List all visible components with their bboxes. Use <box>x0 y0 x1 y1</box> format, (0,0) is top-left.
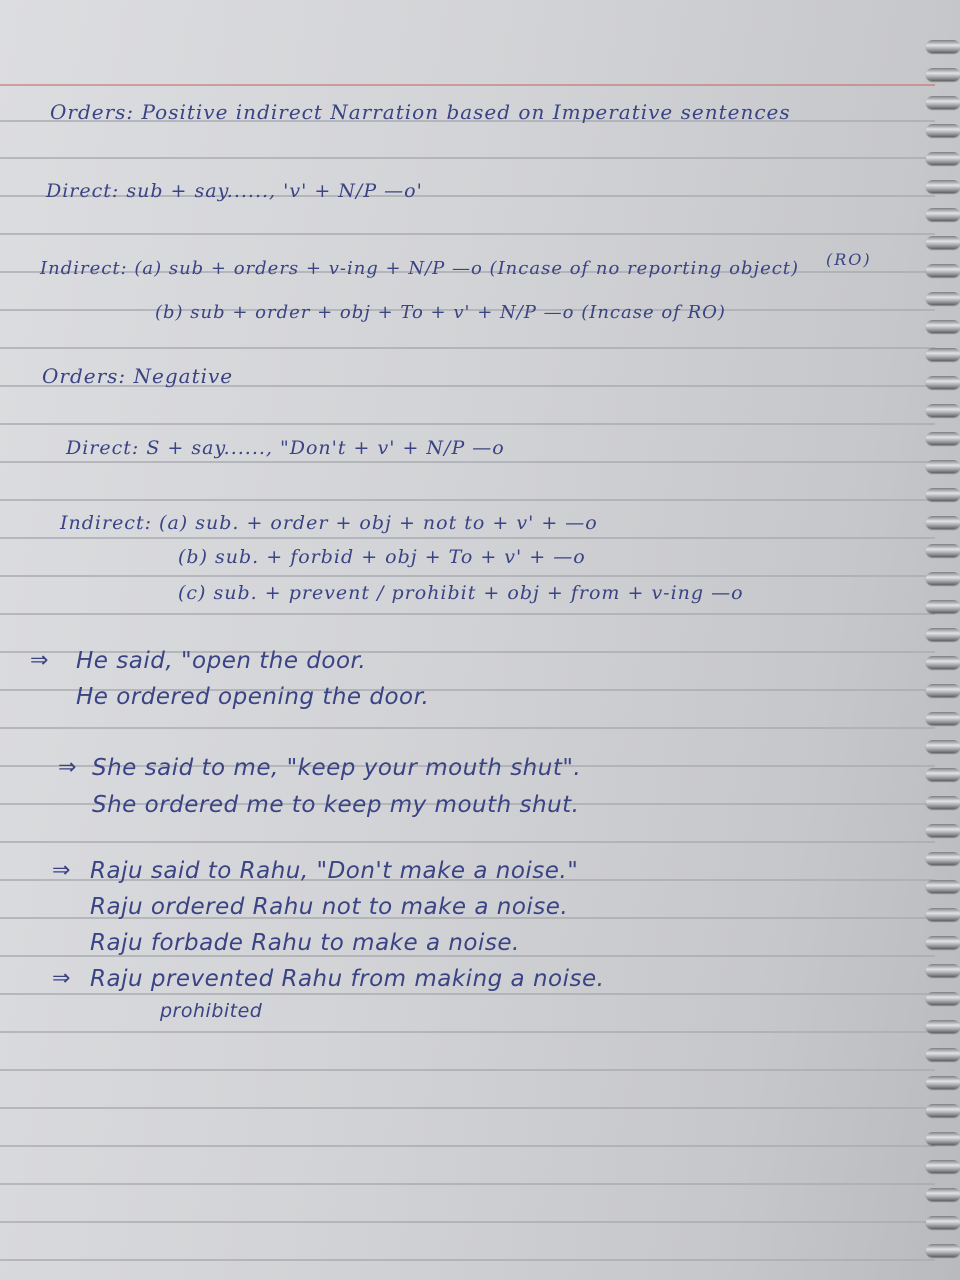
spiral-binding <box>926 0 960 1280</box>
ruled-line <box>0 1259 935 1261</box>
negative-direct-formula: Direct: S + say......, "Don't + v' + N/P —o <box>66 437 505 459</box>
spiral-ring <box>926 68 960 81</box>
example3-indirect-forbade: Raju forbade Rahu to make a noise. <box>90 930 520 956</box>
ruled-line <box>0 575 935 577</box>
spiral-ring <box>926 1160 960 1173</box>
spiral-ring <box>926 908 960 921</box>
spiral-ring <box>926 684 960 697</box>
spiral-ring <box>926 292 960 305</box>
ruled-line <box>0 157 935 159</box>
ruled-line <box>0 1107 935 1109</box>
example1-direct: He said, "open the door. <box>76 648 367 674</box>
arrow-icon: ⇒ <box>52 966 71 991</box>
ruled-line <box>0 841 935 843</box>
spiral-ring <box>926 320 960 333</box>
spiral-ring <box>926 740 960 753</box>
example3-indirect-ordered: Raju ordered Rahu not to make a noise. <box>90 894 569 920</box>
ruled-line <box>0 727 935 729</box>
ruled-line <box>0 1031 935 1033</box>
spiral-ring <box>926 992 960 1005</box>
ruled-line <box>0 423 935 425</box>
spiral-ring <box>926 1132 960 1145</box>
spiral-ring <box>926 628 960 641</box>
negative-indirect-c: (c) sub. + prevent / prohibit + obj + from + v-ing —o <box>178 582 744 604</box>
negative-indirect-b: (b) sub. + forbid + obj + To + v' + —o <box>178 546 586 568</box>
spiral-ring <box>926 1076 960 1089</box>
example2-indirect: She ordered me to keep my mouth shut. <box>92 792 580 818</box>
negative-indirect-a: Indirect: (a) sub. + order + obj + not to + v' + —o <box>60 512 598 534</box>
ruled-line <box>0 1145 935 1147</box>
reporting-object-note: (RO) <box>826 250 872 269</box>
ruled-line <box>0 537 935 539</box>
ruled-line <box>0 499 935 501</box>
ruled-line <box>0 1069 935 1071</box>
spiral-ring <box>926 768 960 781</box>
ruled-line <box>0 347 935 349</box>
spiral-ring <box>926 656 960 669</box>
spiral-ring <box>926 460 960 473</box>
spiral-ring <box>926 404 960 417</box>
spiral-ring <box>926 236 960 249</box>
spiral-ring <box>926 152 960 165</box>
spiral-ring <box>926 1188 960 1201</box>
example1-indirect: He ordered opening the door. <box>76 684 430 710</box>
spiral-ring <box>926 180 960 193</box>
positive-direct-formula: Direct: sub + say......, 'v' + N/P —o' <box>46 180 423 202</box>
ruled-line <box>0 461 935 463</box>
ruled-line <box>0 613 935 615</box>
example2-direct: She said to me, "keep your mouth shut". <box>92 755 582 781</box>
heading-orders-negative: Orders: Negative <box>42 364 234 388</box>
ruled-line <box>0 993 935 995</box>
spiral-ring <box>926 1048 960 1061</box>
spiral-ring <box>926 40 960 53</box>
spiral-ring <box>926 1104 960 1117</box>
example3-alt-prohibited: prohibited <box>160 1000 263 1022</box>
spiral-ring <box>926 124 960 137</box>
spiral-ring <box>926 880 960 893</box>
spiral-ring <box>926 264 960 277</box>
arrow-icon: ⇒ <box>30 648 49 673</box>
spiral-ring <box>926 964 960 977</box>
spiral-ring <box>926 1020 960 1033</box>
spiral-ring <box>926 348 960 361</box>
spiral-ring <box>926 544 960 557</box>
spiral-ring <box>926 600 960 613</box>
spiral-ring <box>926 376 960 389</box>
spiral-ring <box>926 796 960 809</box>
arrow-icon: ⇒ <box>58 755 77 780</box>
spiral-ring <box>926 1244 960 1257</box>
spiral-ring <box>926 1216 960 1229</box>
spiral-ring <box>926 936 960 949</box>
example3-direct: Raju said to Rahu, "Don't make a noise." <box>90 858 579 884</box>
spiral-ring <box>926 712 960 725</box>
spiral-ring <box>926 572 960 585</box>
example3-indirect-prevented: Raju prevented Rahu from making a noise. <box>90 966 605 992</box>
heading-orders-positive: Orders: Positive indirect Narration based on Imperative sentences <box>50 100 791 124</box>
spiral-ring <box>926 96 960 109</box>
page-top-rule <box>0 84 935 86</box>
spiral-ring <box>926 824 960 837</box>
ruled-line <box>0 1183 935 1185</box>
ruled-line <box>0 1221 935 1223</box>
arrow-icon: ⇒ <box>52 858 71 883</box>
spiral-ring <box>926 432 960 445</box>
positive-indirect-a: Indirect: (a) sub + orders + v-ing + N/P —o (Incase of no reporting object) <box>40 258 800 279</box>
spiral-ring <box>926 208 960 221</box>
ruled-line <box>0 233 935 235</box>
spiral-ring <box>926 852 960 865</box>
spiral-ring <box>926 488 960 501</box>
spiral-ring <box>926 516 960 529</box>
positive-indirect-b: (b) sub + order + obj + To + v' + N/P —o (Incase of RO) <box>155 302 726 323</box>
